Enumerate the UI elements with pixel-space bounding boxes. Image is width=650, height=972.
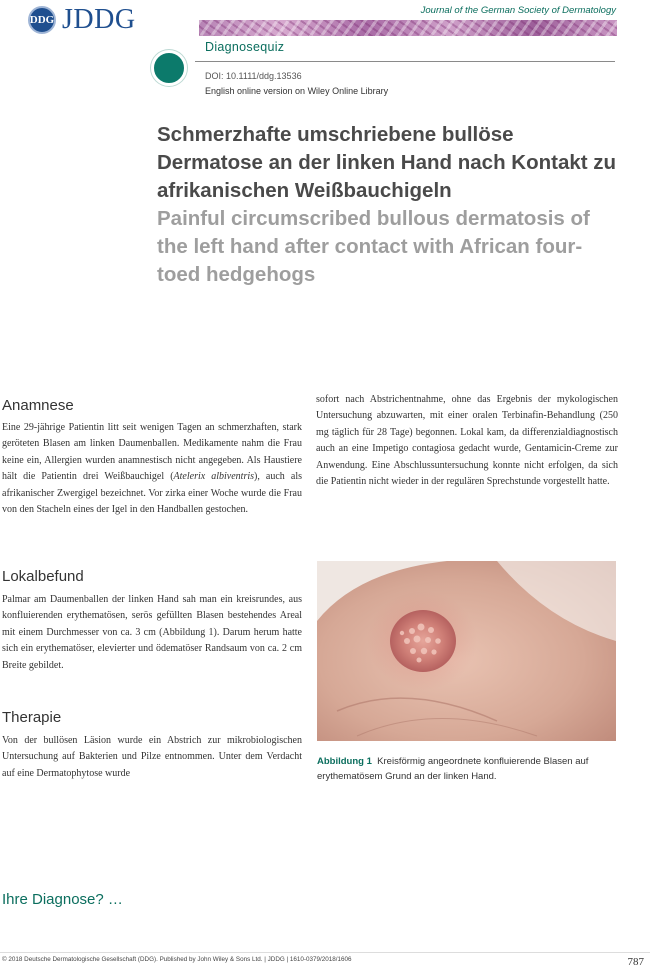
hand-lesion-illustration xyxy=(317,561,616,741)
heading-lokalbefund: Lokalbefund xyxy=(2,568,84,585)
logo-text: JDDG xyxy=(62,4,136,35)
paragraph-anamnese xyxy=(2,420,302,518)
doi-link[interactable]: DOI: 10.1111/ddg.13536 xyxy=(205,71,302,81)
section-marker-icon xyxy=(151,50,187,86)
diagnosis-prompt: Ihre Diagnose? … xyxy=(2,891,123,908)
clinical-photo-hand-lesion xyxy=(317,561,616,741)
page-number: 787 xyxy=(627,956,644,968)
online-version-note: English online version on Wiley Online Library xyxy=(205,86,389,96)
anamnese-text-start: Eine 29-jährige Patientin litt seit wenigen Tagen an schmerzhaften, stark geröteten Blasen am linken Daumenballen. Medikamente nahm die Frau keine ein, Allergien wurden anamnestisch nicht angegeben. Als Haustiere hält die Patientin drei Weißbauchigel ( xyxy=(2,422,302,483)
header-divider xyxy=(195,61,615,62)
journal-logo xyxy=(28,4,136,36)
species-name: Atelerix albiventris xyxy=(173,471,255,483)
heading-therapie: Therapie xyxy=(2,709,62,726)
figure-caption xyxy=(317,754,617,784)
anamnese-text-end: ), auch als afrikanischer Zwergigel bezeichnet. Vor zirka einer Woche wurde die Frau von den Stacheln eines der Igel in den Handballen gestochen. xyxy=(2,471,302,516)
heading-anamnese: Anamnese xyxy=(2,397,74,414)
histology-banner-image xyxy=(199,20,617,36)
article-title-english: Painful circumscribed bullous dermatosis of the left hand after contact with African four-toed hedgehogs xyxy=(157,207,590,286)
figure-caption-text: Kreisförmig angeordnete konfluierende Blasen auf erythematösem Grund an der linken Hand. xyxy=(317,756,589,782)
paragraph-therapie: Von der bullösen Läsion wurde ein Abstrich zur mikrobiologischen Untersuchung auf Bakterien und Pilze entnommen. Unter dem Verdacht auf eine Dermatophytose wurde xyxy=(2,735,302,779)
journal-name: Journal of the German Society of Dermatology xyxy=(420,5,616,16)
figure-label: Abbildung 1 xyxy=(317,756,372,767)
ddg-seal-logo: DDG xyxy=(28,6,56,34)
paragraph-therapie-continued: sofort nach Abstrichentnahme, ohne das Ergebnis der mykologischen Untersuchung abzuwarten, mit einer oralen Terbinafin-Behandlung (250 mg täglich für 28 Tage) begonnen. Lokal kam, da differenzialdiagnostisch auch an eine Impetigo contagiosa gedacht wurde, Gentamicin-Creme zur Anwendung. Eine Abschlussuntersuchung konnte nicht erfolgen, da sich die Patientin nicht wieder in der regulären Sprechstunde vorgestellt hatte. xyxy=(316,394,618,488)
footer-copyright: © 2018 Deutsche Dermatologische Gesellschaft (DDG). Published by John Wiley & Sons Ltd. | JDDG | 1610-0379/2018/1606 xyxy=(2,956,352,963)
section-label: Diagnosequiz xyxy=(205,40,285,54)
paragraph-lokalbefund: Palmar am Daumenballen der linken Hand sah man ein kreisrundes, aus konfluierenden erythematösen, serös gefüllten Blasen bestehendes Areal mit einem Durchmesser von ca. 3 cm (Abbildung 1). Darum herum hatte sich ein erythematöser, elevierter und ödematöser Randsaum von ca. 2 cm Breite gebildet. xyxy=(2,594,302,671)
footer-divider xyxy=(0,952,650,953)
article-title-german: Schmerzhafte umschriebene bullöse Dermatose an der linken Hand nach Kontakt zu afrikanischen Weißbauchigeln xyxy=(157,123,617,202)
